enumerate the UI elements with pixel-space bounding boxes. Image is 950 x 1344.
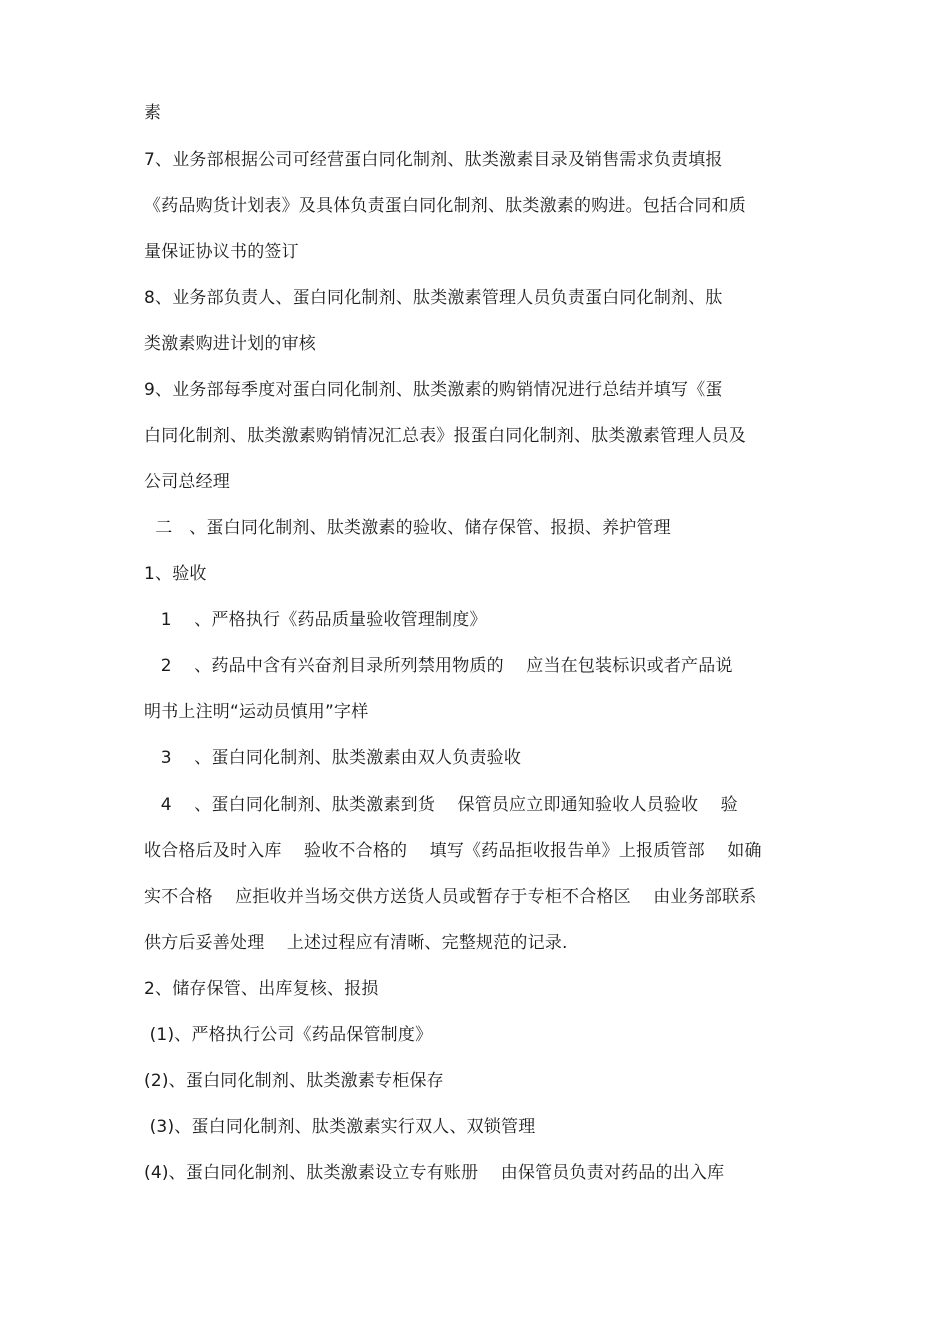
text-line: 9、业务部每季度对蛋白同化制剂、肽类激素的购销情况进行总结并填写《蛋: [144, 380, 723, 400]
text-line: 白同化制剂、肽类激素购销情况汇总表》报蛋白同化制剂、肽类激素管理人员及: [144, 426, 746, 446]
text-line: 8、业务部负责人、蛋白同化制剂、肽类激素管理人员负责蛋白同化制剂、肽: [144, 288, 723, 308]
text-line: 《药品购货计划表》及具体负责蛋白同化制剂、肽类激素的购进。包括合同和质: [144, 196, 746, 216]
text-line: 7、业务部根据公司可经营蛋白同化制剂、肽类激素目录及销售需求负责填报: [144, 150, 723, 170]
text-line: 收合格后及时入库 验收不合格的 填写《药品拒收报告单》上报质管部 如确: [144, 841, 762, 861]
text-line: 素: [144, 103, 162, 123]
text-line: 3 、蛋白同化制剂、肽类激素由双人负责验收: [144, 748, 522, 768]
text-line: 2 、药品中含有兴奋剂目录所列禁用物质的 应当在包装标识或者产品说: [144, 656, 733, 676]
text-line: (1)、严格执行公司《药品保管制度》: [144, 1025, 433, 1045]
text-line: 1、验收: [144, 564, 207, 584]
text-line: 供方后妥善处理 上述过程应有清晰、完整规范的记录.: [144, 933, 568, 953]
text-line: 公司总经理: [144, 472, 230, 492]
text-line: 量保证协议书的签订: [144, 242, 299, 262]
text-line: 1 、严格执行《药品质量验收管理制度》: [144, 610, 487, 630]
text-line: (2)、蛋白同化制剂、肽类激素专柜保存: [144, 1071, 444, 1091]
section-heading: 二 、蛋白同化制剂、肽类激素的验收、储存保管、报损、养护管理: [144, 518, 671, 538]
text-line: 实不合格 应拒收并当场交供方送货人员或暂存于专柜不合格区 由业务部联系: [144, 887, 757, 907]
text-line: 类激素购进计划的审核: [144, 334, 316, 354]
text-line: 2、储存保管、出库复核、报损: [144, 979, 379, 999]
text-line: (3)、蛋白同化制剂、肽类激素实行双人、双锁管理: [144, 1117, 536, 1137]
text-line: 明书上注明“运动员慎用”字样: [144, 702, 369, 722]
text-line: (4)、蛋白同化制剂、肽类激素设立专有账册 由保管员负责对药品的出入库: [144, 1163, 725, 1183]
text-line: 4 、蛋白同化制剂、肽类激素到货 保管员应立即通知验收人员验收 验: [144, 795, 738, 815]
